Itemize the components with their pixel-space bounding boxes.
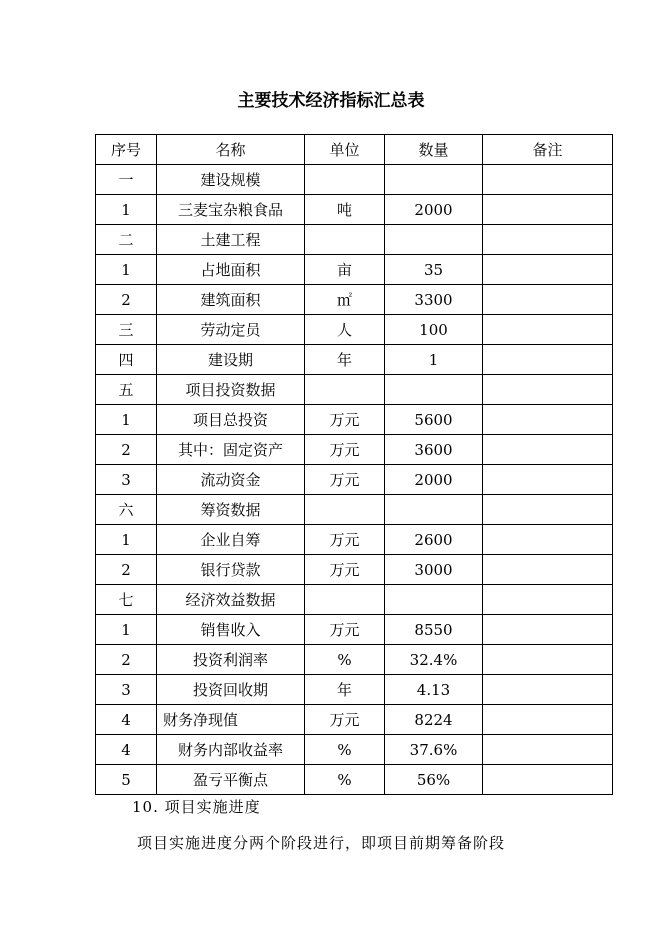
cell-quantity: 2600 <box>385 525 483 555</box>
cell-name: 筹资数据 <box>157 495 305 525</box>
cell-unit: 年 <box>305 345 385 375</box>
cell-quantity: 3300 <box>385 285 483 315</box>
cell-name: 建设规模 <box>157 165 305 195</box>
cell-unit: ㎡ <box>305 285 385 315</box>
cell-no: 5 <box>96 765 157 795</box>
table-row <box>96 525 613 555</box>
cell-no: 3 <box>96 675 157 705</box>
cell-note <box>483 165 613 195</box>
cell-unit: 吨 <box>305 195 385 225</box>
cell-note <box>483 435 613 465</box>
cell-name: 项目投资数据 <box>157 375 305 405</box>
table-row <box>96 555 613 585</box>
cell-quantity: 4.13 <box>385 675 483 705</box>
cell-no: 五 <box>96 375 157 405</box>
cell-name: 销售收入 <box>157 615 305 645</box>
cell-no: 三 <box>96 315 157 345</box>
section-heading: 10. 项目实施进度 <box>132 798 261 816</box>
cell-unit: 万元 <box>305 405 385 435</box>
cell-no: 二 <box>96 225 157 255</box>
cell-unit <box>305 495 385 525</box>
cell-unit: 亩 <box>305 255 385 285</box>
table-row <box>96 345 613 375</box>
table-row <box>96 285 613 315</box>
cell-quantity: 2000 <box>385 195 483 225</box>
cell-name: 占地面积 <box>157 255 305 285</box>
cell-no: 七 <box>96 585 157 615</box>
cell-quantity <box>385 585 483 615</box>
cell-unit <box>305 375 385 405</box>
table-body <box>96 165 613 795</box>
table-row <box>96 735 613 765</box>
cell-name: 投资利润率 <box>157 645 305 675</box>
cell-note <box>483 225 613 255</box>
cell-unit: 万元 <box>305 555 385 585</box>
cell-quantity: 1 <box>385 345 483 375</box>
cell-name: 经济效益数据 <box>157 585 305 615</box>
cell-unit: 万元 <box>305 525 385 555</box>
cell-unit: % <box>305 645 385 675</box>
cell-quantity: 3600 <box>385 435 483 465</box>
cell-unit: 人 <box>305 315 385 345</box>
cell-note <box>483 555 613 585</box>
cell-unit <box>305 225 385 255</box>
cell-name: 建设期 <box>157 345 305 375</box>
cell-name: 项目总投资 <box>157 405 305 435</box>
cell-no: 4 <box>96 735 157 765</box>
cell-note <box>483 765 613 795</box>
cell-name: 盈亏平衡点 <box>157 765 305 795</box>
cell-quantity: 35 <box>385 255 483 285</box>
cell-name: 企业自筹 <box>157 525 305 555</box>
cell-name: 土建工程 <box>157 225 305 255</box>
cell-unit: 万元 <box>305 465 385 495</box>
cell-name: 财务净现值 <box>157 705 305 735</box>
cell-note <box>483 195 613 225</box>
cell-note <box>483 315 613 345</box>
cell-unit: 年 <box>305 675 385 705</box>
cell-quantity: 32.4% <box>385 645 483 675</box>
body-paragraph: 项目实施进度分两个阶段进行，即项目前期筹备阶段 <box>137 834 506 852</box>
cell-note <box>483 705 613 735</box>
cell-note <box>483 615 613 645</box>
cell-no: 2 <box>96 435 157 465</box>
header-note: 备注 <box>483 135 613 165</box>
header-no: 序号 <box>96 135 157 165</box>
cell-note <box>483 465 613 495</box>
summary-table <box>95 134 613 795</box>
cell-quantity <box>385 375 483 405</box>
cell-no: 3 <box>96 465 157 495</box>
cell-note <box>483 345 613 375</box>
cell-quantity: 56% <box>385 765 483 795</box>
table-row <box>96 585 613 615</box>
cell-unit: % <box>305 735 385 765</box>
table-row <box>96 465 613 495</box>
cell-no: 4 <box>96 705 157 735</box>
cell-quantity <box>385 225 483 255</box>
cell-no: 2 <box>96 555 157 585</box>
table-row <box>96 195 613 225</box>
table-row <box>96 255 613 285</box>
cell-unit: 万元 <box>305 615 385 645</box>
cell-no: 2 <box>96 645 157 675</box>
cell-note <box>483 735 613 765</box>
cell-quantity: 100 <box>385 315 483 345</box>
cell-name: 流动资金 <box>157 465 305 495</box>
cell-note <box>483 285 613 315</box>
table-row <box>96 705 613 735</box>
cell-no: 2 <box>96 285 157 315</box>
cell-quantity <box>385 165 483 195</box>
cell-no: 一 <box>96 165 157 195</box>
cell-note <box>483 255 613 285</box>
cell-no: 1 <box>96 195 157 225</box>
cell-name: 三麦宝杂粮食品 <box>157 195 305 225</box>
cell-name: 投资回收期 <box>157 675 305 705</box>
cell-no: 1 <box>96 405 157 435</box>
cell-no: 1 <box>96 615 157 645</box>
cell-quantity: 3000 <box>385 555 483 585</box>
table-header-row <box>96 135 613 165</box>
table-row <box>96 615 613 645</box>
cell-unit <box>305 165 385 195</box>
cell-unit: 万元 <box>305 705 385 735</box>
cell-quantity: 2000 <box>385 465 483 495</box>
cell-no: 1 <box>96 525 157 555</box>
cell-quantity <box>385 495 483 525</box>
cell-note <box>483 525 613 555</box>
table-row <box>96 495 613 525</box>
cell-name: 建筑面积 <box>157 285 305 315</box>
cell-name: 财务内部收益率 <box>157 735 305 765</box>
cell-unit: % <box>305 765 385 795</box>
cell-no: 六 <box>96 495 157 525</box>
cell-quantity: 5600 <box>385 405 483 435</box>
cell-quantity: 37.6% <box>385 735 483 765</box>
cell-name: 其中：固定资产 <box>157 435 305 465</box>
cell-note <box>483 405 613 435</box>
cell-note <box>483 645 613 675</box>
cell-quantity: 8550 <box>385 615 483 645</box>
table-row <box>96 375 613 405</box>
table-row <box>96 225 613 255</box>
table-row <box>96 435 613 465</box>
cell-note <box>483 675 613 705</box>
table-row <box>96 675 613 705</box>
cell-name: 劳动定员 <box>157 315 305 345</box>
cell-note <box>483 375 613 405</box>
header-unit: 单位 <box>305 135 385 165</box>
cell-no: 1 <box>96 255 157 285</box>
table-row <box>96 645 613 675</box>
cell-name: 银行贷款 <box>157 555 305 585</box>
table-row <box>96 765 613 795</box>
table-row <box>96 165 613 195</box>
table-row <box>96 405 613 435</box>
cell-unit: 万元 <box>305 435 385 465</box>
cell-no: 四 <box>96 345 157 375</box>
document-title: 主要技术经济指标汇总表 <box>237 91 425 111</box>
header-quantity: 数量 <box>385 135 483 165</box>
header-name: 名称 <box>157 135 305 165</box>
table-row <box>96 315 613 345</box>
cell-quantity: 8224 <box>385 705 483 735</box>
cell-note <box>483 495 613 525</box>
cell-unit <box>305 585 385 615</box>
cell-note <box>483 585 613 615</box>
